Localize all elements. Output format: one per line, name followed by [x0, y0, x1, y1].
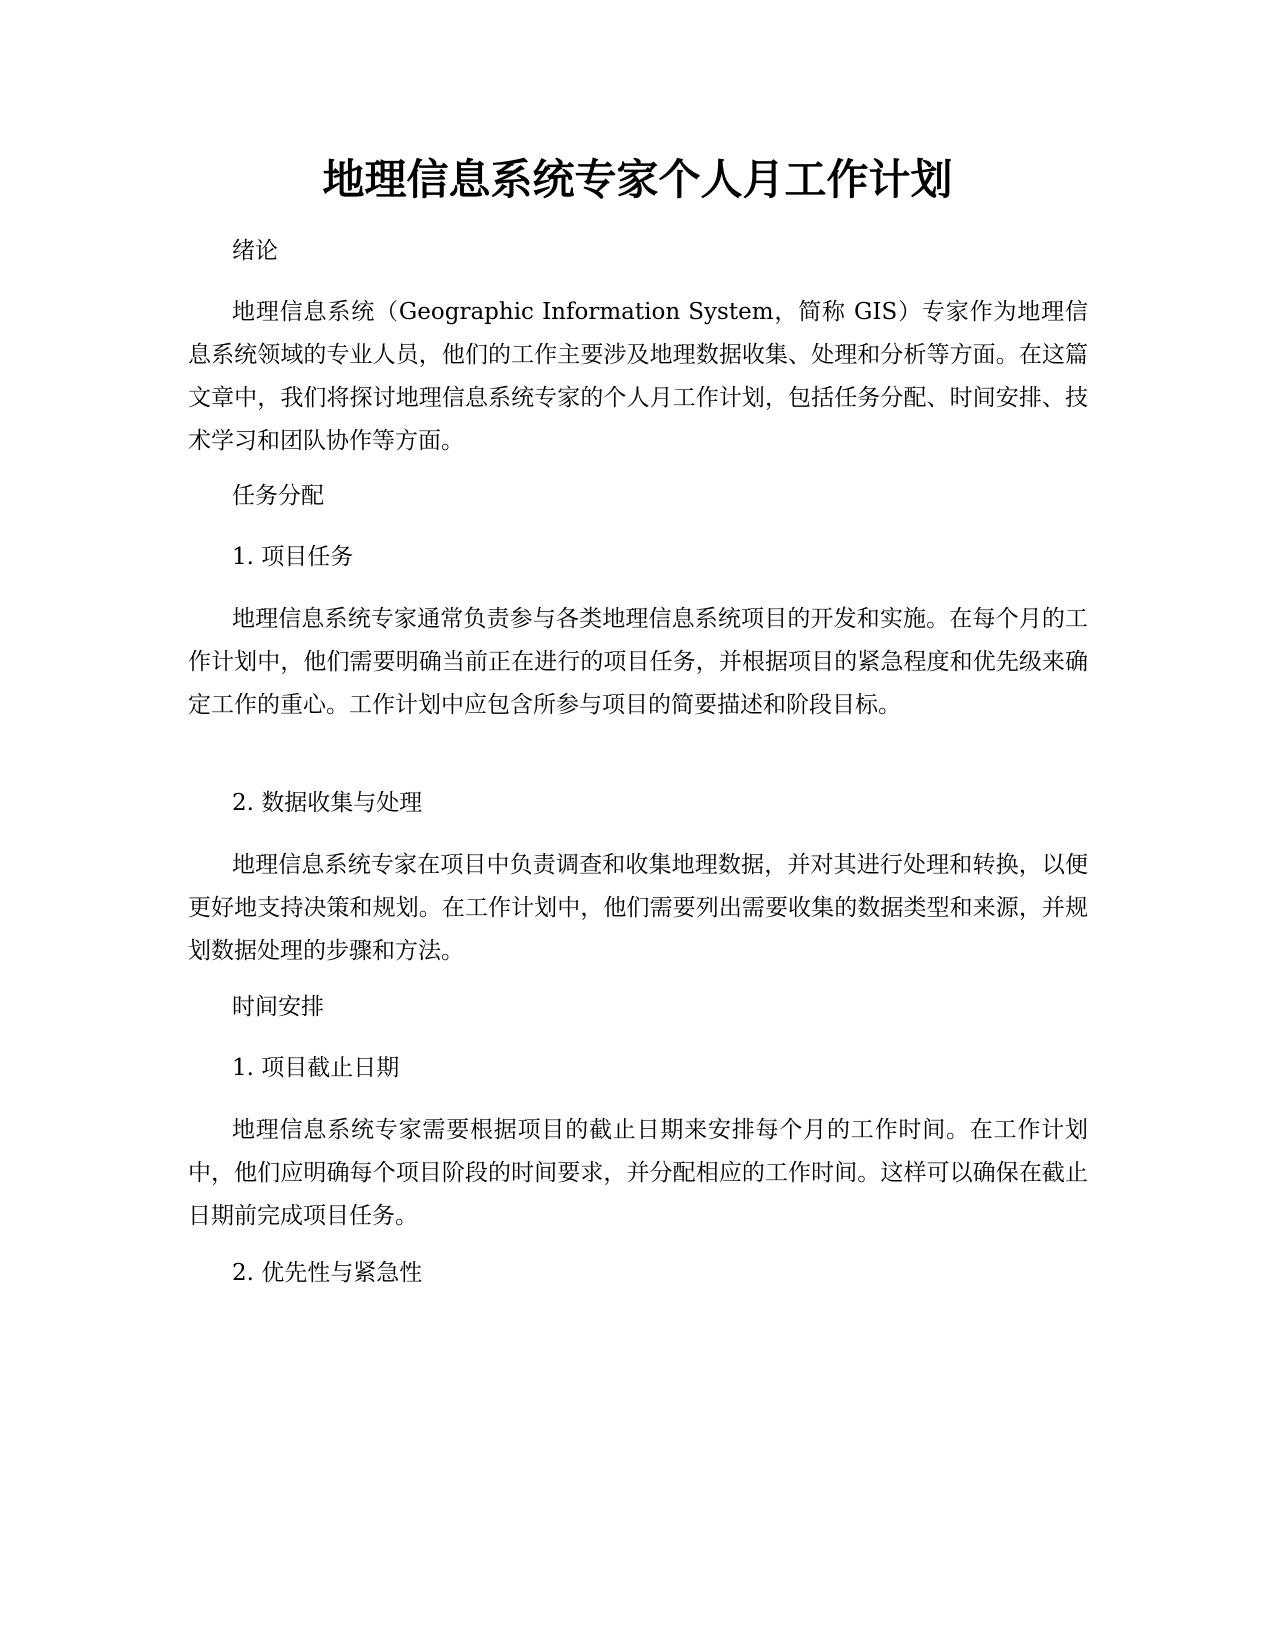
paragraph-project-tasks: 地理信息系统专家通常负责参与各类地理信息系统项目的开发和实施。在每个月的工作计划中，他们需要明确当前正在进行的项目任务，并根据项目的紧急程度和优先级来确定工作的重心。工作计划中应包含所参与项目的简要描述和阶段目标。: [188, 606, 1088, 718]
paragraph-data-collection: 地理信息系统专家在项目中负责调查和收集地理数据，并对其进行处理和转换，以便更好地支持决策和规划。在工作计划中，他们需要列出需要收集的数据类型和来源，并规划数据处理的步骤和方法。: [188, 852, 1088, 964]
paragraph-project-deadline: 地理信息系统专家需要根据项目的截止日期来安排每个月的工作时间。在工作计划中，他们应明确每个项目阶段的时间要求，并分配相应的工作时间。这样可以确保在截止日期前完成项目任务。: [188, 1117, 1088, 1229]
subheading-project-deadline: 1. 项目截止日期: [232, 1055, 400, 1081]
subheading-priority-urgency: 2. 优先性与紧急性: [232, 1260, 423, 1286]
page-title: 地理信息系统专家个人月工作计划: [322, 155, 953, 204]
subheading-project-tasks: 1. 项目任务: [232, 544, 354, 570]
section-heading-time-arrangement: 时间安排: [232, 994, 324, 1020]
paragraph-intro: 地理信息系统（Geographic Information System，简称 GIS）专家作为地理信息系统领域的专业人员，他们的工作主要涉及地理数据收集、处理和分析等方面。在这篇文章中，我们将探讨地理信息系统专家的个人月工作计划，包括任务分配、时间安排、技术学习和团队协作等方面。: [188, 299, 1088, 454]
subheading-data-collection: 2. 数据收集与处理: [232, 790, 423, 816]
section-heading-task-allocation: 任务分配: [232, 483, 324, 509]
section-heading-intro: 绪论: [232, 238, 278, 264]
